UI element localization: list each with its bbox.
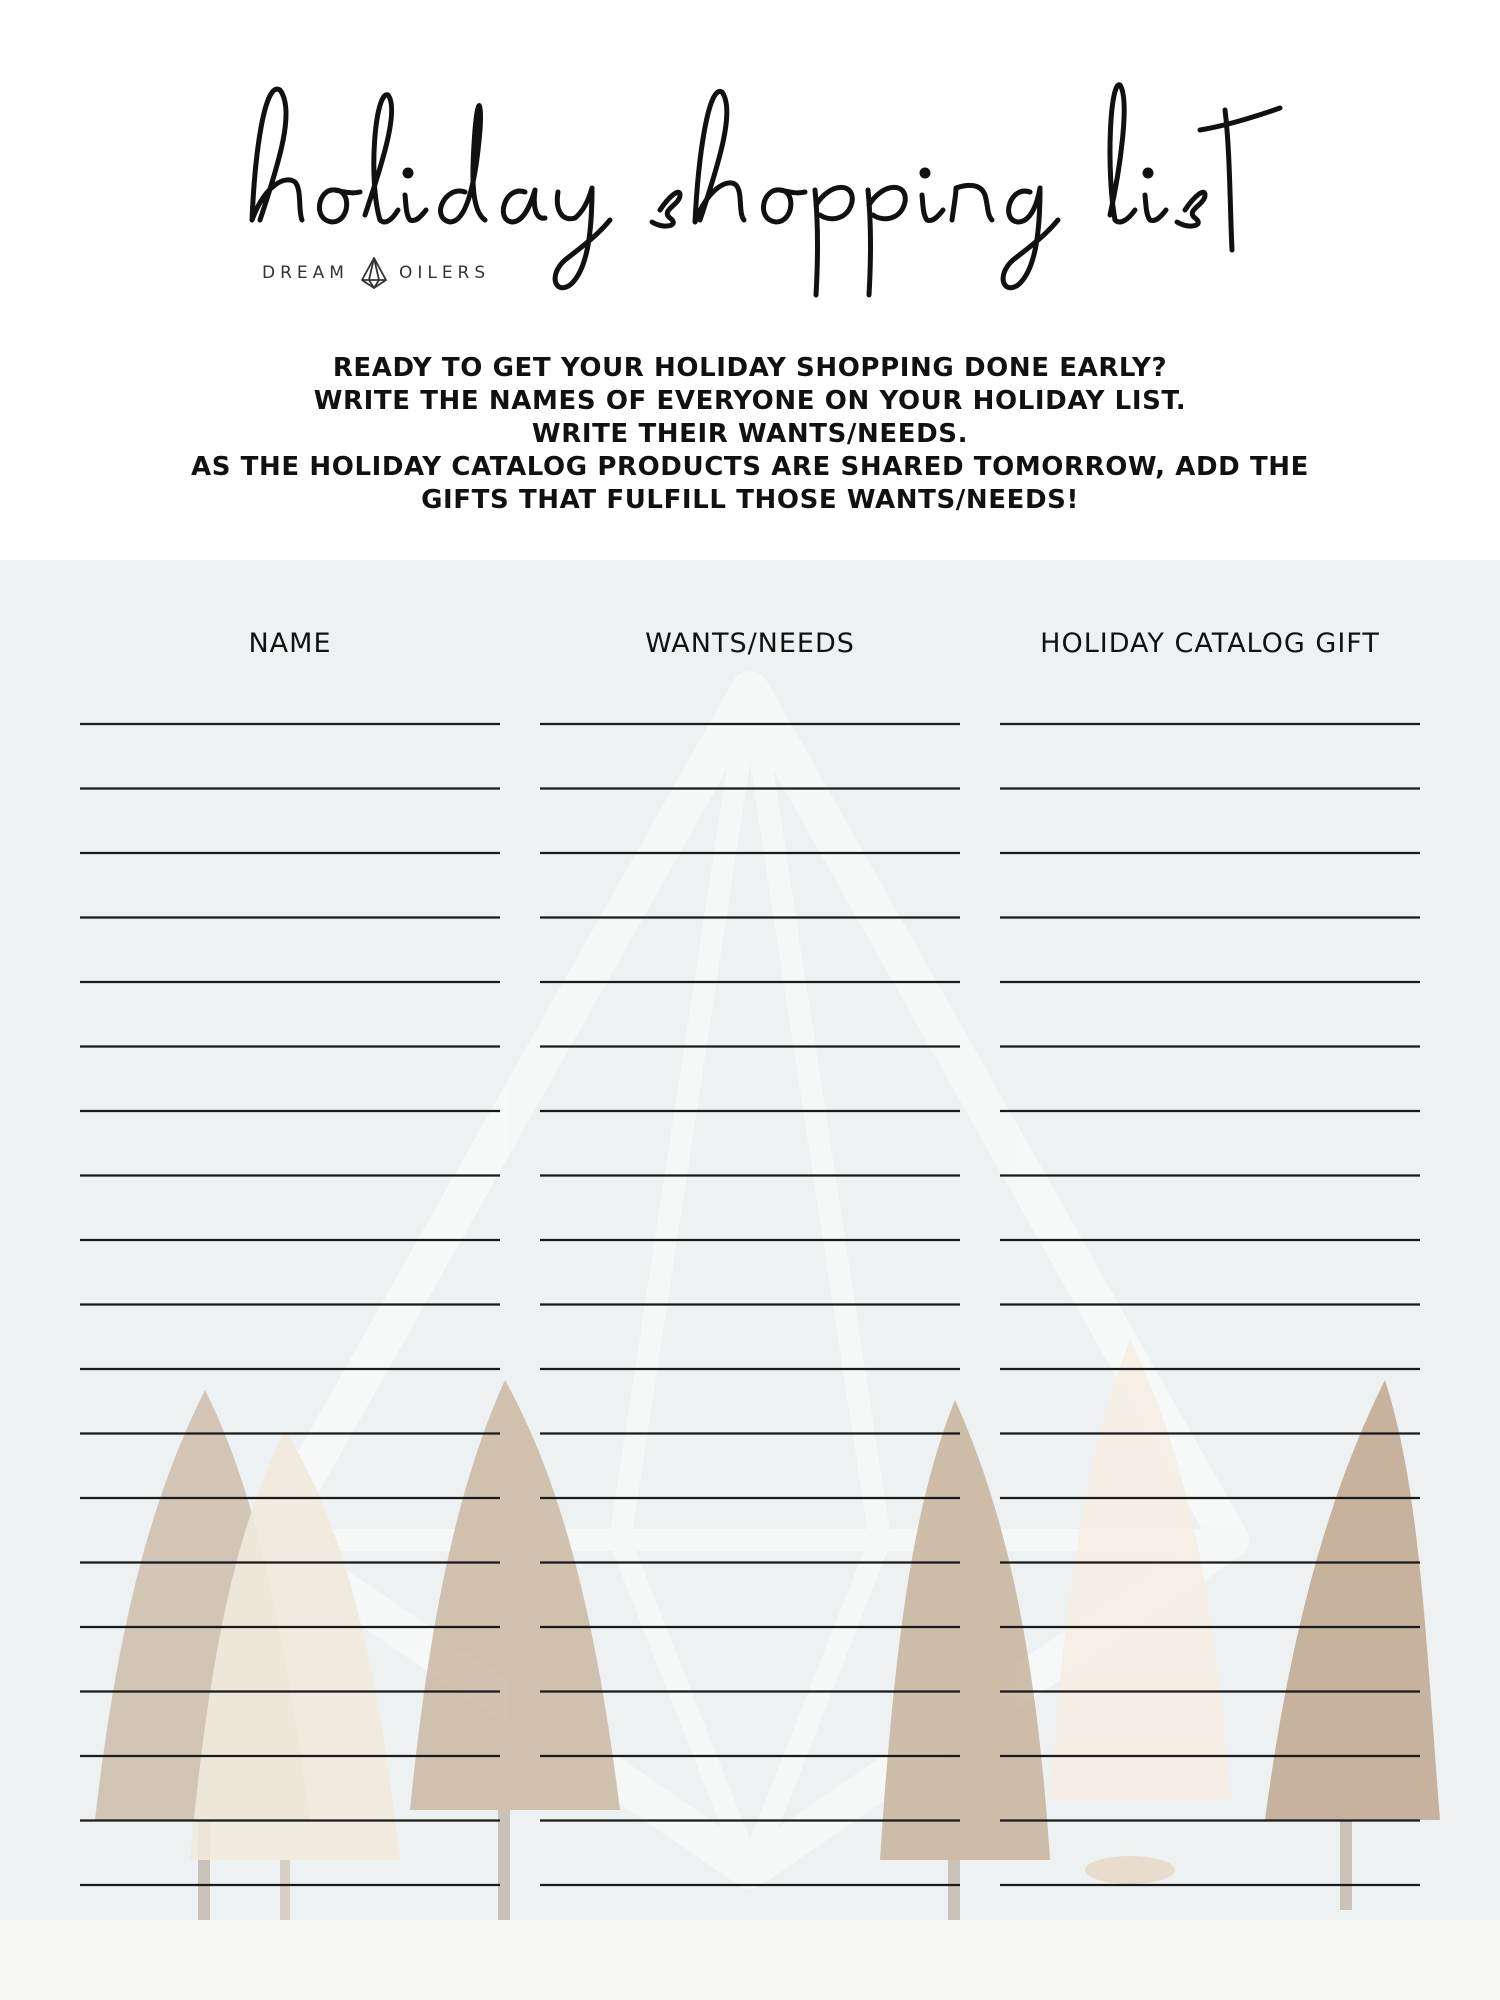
instruction-line: GIFTS THAT FULFILL THOSE WANTS/NEEDS! <box>421 485 1079 515</box>
column-header-name: NAME <box>248 628 332 659</box>
instruction-line: WRITE THEIR WANTS/NEEDS. <box>531 419 969 449</box>
instruction-line: READY TO GET YOUR HOLIDAY SHOPPING DONE EARLY? <box>332 353 1168 383</box>
brand-name-left: DREAM <box>262 263 349 283</box>
instruction-line: AS THE HOLIDAY CATALOG PRODUCTS ARE SHARED TOMORROW, ADD THE <box>190 452 1310 482</box>
brand-name-right: OILERS <box>398 263 491 283</box>
column-header-wants-needs: WANTS/NEEDS <box>645 628 855 659</box>
instruction-line: WRITE THE NAMES OF EVERYONE ON YOUR HOLIDAY LIST. <box>313 386 1187 416</box>
column-header-holiday-catalog-gift: HOLIDAY CATALOG GIFT <box>1040 628 1380 659</box>
